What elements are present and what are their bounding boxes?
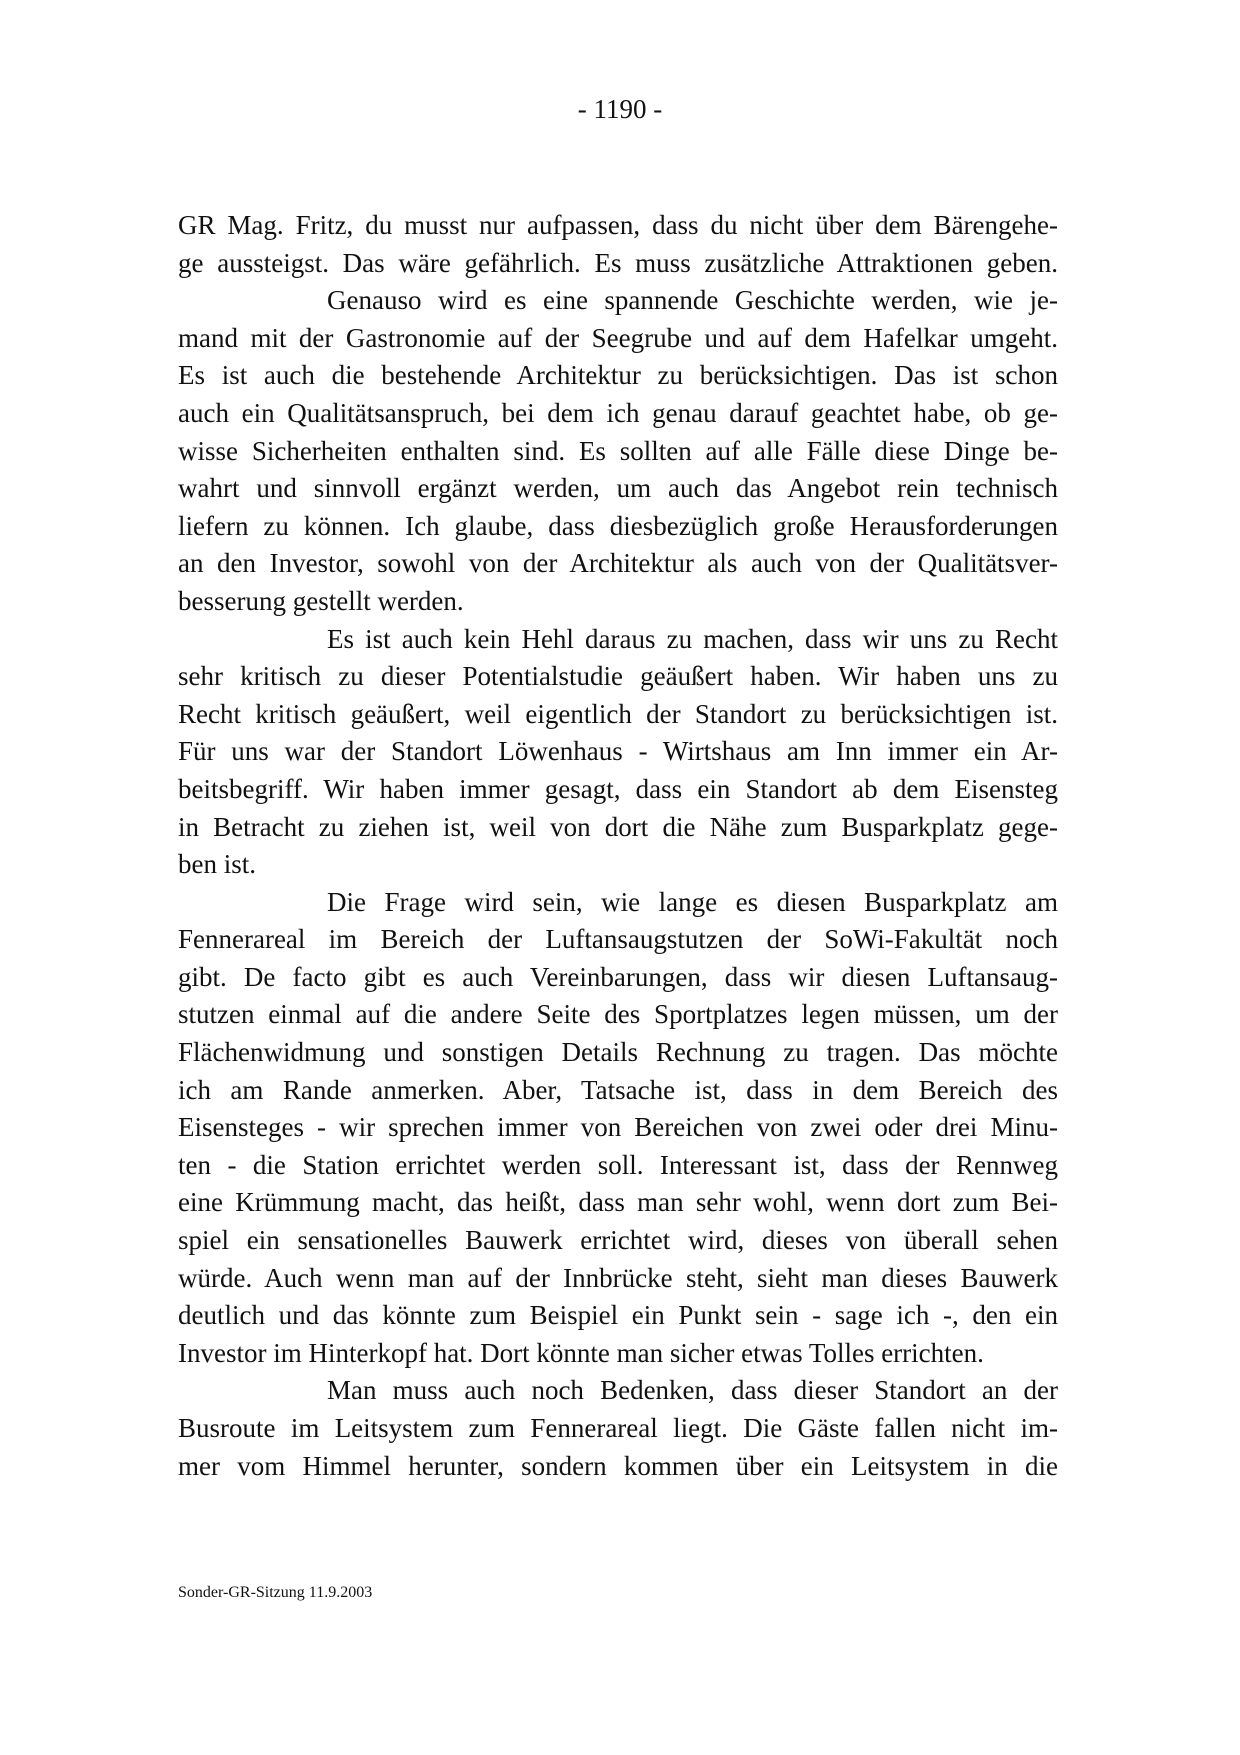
text-line: Fennerareal im Bereich der Luftansaugstutzen der SoWi-Fakultät noch [178, 924, 1058, 955]
text-line: gibt. De facto gibt es auch Vereinbarungen, dass wir diesen Luftansaug- [178, 961, 1058, 992]
page-footer: Sonder-GR-Sitzung 11.9.2003 [178, 1584, 373, 1601]
paragraph-4 [178, 884, 1058, 1373]
text-line: liefern zu können. Ich glaube, dass diesbezüglich große Herausforderungen [178, 510, 1058, 541]
text-line: Für uns war der Standort Löwenhaus - Wirtshaus am Inn immer ein Ar- [178, 736, 1058, 767]
text-line: ten - die Station errichtet werden soll. Interessant ist, dass der Rennweg [178, 1149, 1058, 1180]
text-line: Es ist auch kein Hehl daraus zu machen, dass wir uns zu Recht [327, 623, 1058, 654]
text-line: Man muss auch noch Bedenken, dass dieser Standort an der [327, 1375, 1058, 1406]
text-line: besserung gestellt werden. [178, 585, 464, 616]
paragraph-2 [178, 282, 1058, 620]
text-line: würde. Auch wenn man auf der Innbrücke steht, sieht man dieses Bauwerk [178, 1262, 1058, 1293]
text-line: in Betracht zu ziehen ist, weil von dort die Nähe zum Busparkplatz gege- [178, 811, 1058, 842]
paragraph-5 [178, 1372, 1058, 1485]
text-line: an den Investor, sowohl von der Architektur als auch von der Qualitätsver- [178, 548, 1058, 579]
text-line: Recht kritisch geäußert, weil eigentlich der Standort zu berücksichtigen ist. [178, 698, 1058, 729]
text-line: Genauso wird es eine spannende Geschichte werden, wie je- [327, 285, 1058, 316]
body-text [178, 207, 1058, 1485]
text-line: wisse Sicherheiten enthalten sind. Es sollten auf alle Fälle diese Dinge be- [178, 435, 1058, 466]
text-line: beitsbegriff. Wir haben immer gesagt, dass ein Standort ab dem Eisensteg [178, 773, 1058, 804]
text-line: GR Mag. Fritz, du musst nur aufpassen, dass du nicht über dem Bärengehe- [178, 210, 1058, 240]
text-line: mand mit der Gastronomie auf der Seegrube und auf dem Hafelkar umgeht. [178, 322, 1058, 353]
text-line: ge aussteigst. Das wäre gefährlich. Es muss zusätzliche Attraktionen geben. [178, 247, 1058, 278]
text-line: ich am Rande anmerken. Aber, Tatsache ist, dass in dem Bereich des [178, 1074, 1058, 1105]
text-line: stutzen einmal auf die andere Seite des Sportplatzes legen müssen, um der [178, 999, 1058, 1030]
text-line: Busroute im Leitsystem zum Fennerareal liegt. Die Gäste fallen nicht im- [178, 1413, 1058, 1443]
text-line: wahrt und sinnvoll ergänzt werden, um auch das Angebot rein technisch [178, 473, 1058, 504]
text-line: Es ist auch die bestehende Architektur zu berücksichtigen. Das ist schon [178, 360, 1058, 391]
text-line: auch ein Qualitätsanspruch, bei dem ich genau darauf geachtet habe, ob ge- [178, 397, 1058, 428]
text-line: mer vom Himmel herunter, sondern kommen über ein Leitsystem in die [178, 1450, 1058, 1481]
text-line: ben ist. [178, 849, 256, 880]
paragraph-3 [178, 621, 1058, 884]
text-line: sehr kritisch zu dieser Potentialstudie geäußert haben. Wir haben uns zu [178, 661, 1058, 692]
text-line: spiel ein sensationelles Bauwerk errichtet wird, dieses von überall sehen [178, 1225, 1058, 1256]
text-line: Investor im Hinterkopf hat. Dort könnte man sicher etwas Tolles errichten. [178, 1337, 984, 1368]
paragraph-1 [178, 207, 1058, 282]
text-line: eine Krümmung macht, das heißt, dass man sehr wohl, wenn dort zum Bei- [178, 1187, 1058, 1218]
text-line: Eisensteges - wir sprechen immer von Bereichen von zwei oder drei Minu- [178, 1112, 1058, 1143]
text-line: deutlich und das könnte zum Beispiel ein Punkt sein - sage ich -, den ein [178, 1300, 1058, 1331]
text-line: Flächenwidmung und sonstigen Details Rechnung zu tragen. Das möchte [178, 1037, 1058, 1068]
text-line: Die Frage wird sein, wie lange es diesen Busparkplatz am [327, 886, 1058, 917]
page-number: - 1190 - [577, 94, 663, 124]
